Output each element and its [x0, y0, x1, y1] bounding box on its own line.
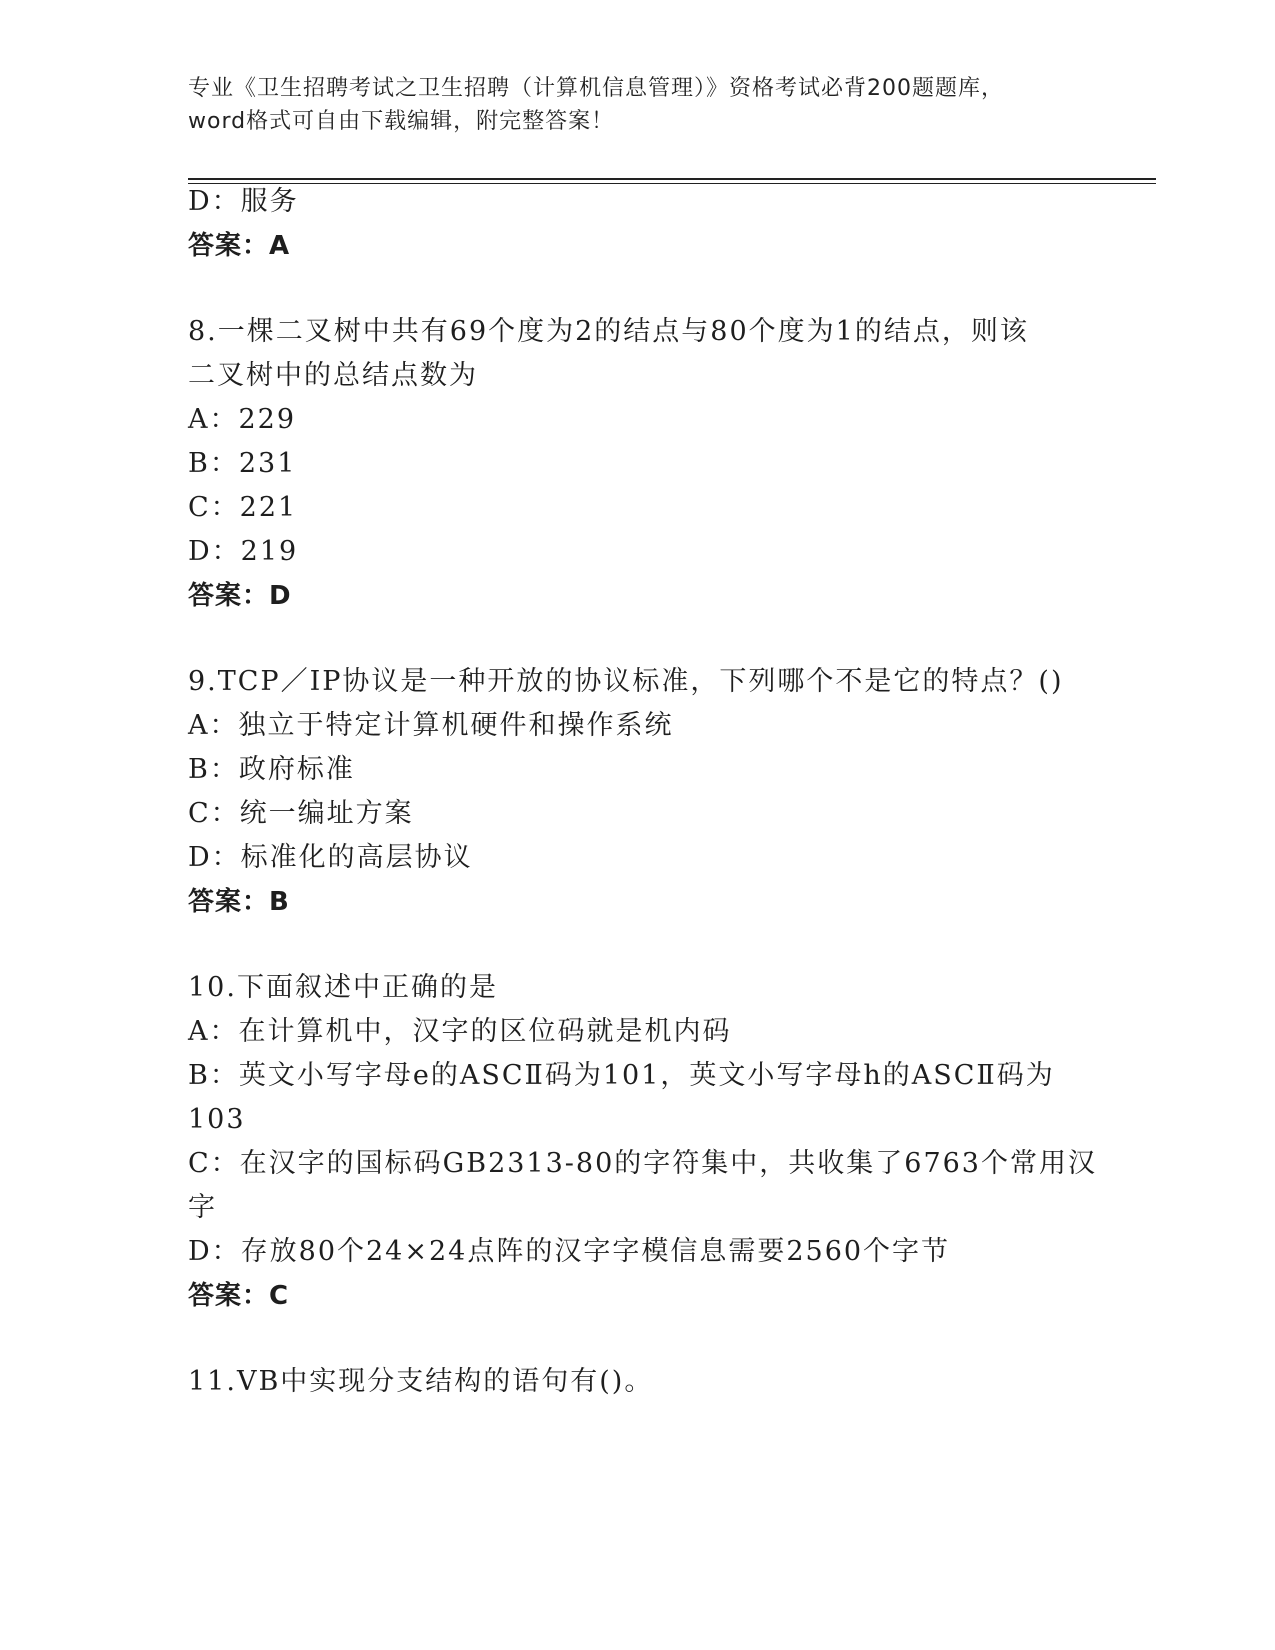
q10-option-c-line-2: 字 — [188, 1192, 217, 1223]
q8-option-a: A：229 — [188, 404, 297, 435]
q11-stem: 11.VB中实现分支结构的语句有()。 — [188, 1366, 654, 1397]
document-header — [188, 72, 1088, 138]
q10-option-c-line-1: C：在汉字的国标码GB2313-80的字符集中，共收集了6763个常用汉 — [188, 1148, 1097, 1179]
header-title-line-1: 专业《卫生招聘考试之卫生招聘（计算机信息管理）》资格考试必背200题题库， — [188, 76, 1004, 101]
q8-option-d: D：219 — [188, 536, 299, 567]
q9-option-b: B：政府标准 — [188, 754, 355, 785]
prev-option-d: D：服务 — [188, 186, 299, 217]
header-divider — [188, 178, 1156, 180]
q10-option-b-line-1: B：英文小写字母e的ASCⅡ码为101，英文小写字母h的ASCⅡ码为 — [188, 1060, 1055, 1091]
q9-answer: 答案：B — [188, 887, 290, 917]
header-divider-thin — [188, 183, 1156, 184]
q9-option-d: D：标准化的高层协议 — [188, 842, 473, 873]
q10-stem: 10.下面叙述中正确的是 — [188, 972, 498, 1003]
q9-stem: 9.TCP／IP协议是一种开放的协议标准，下列哪个不是它的特点？() — [188, 666, 1064, 697]
q8-stem-line-2: 二叉树中的总结点数为 — [188, 360, 478, 391]
prev-answer: 答案：A — [188, 231, 291, 261]
q8-option-c: C：221 — [188, 492, 298, 523]
header-title-line-2: word格式可自由下载编辑，附完整答案！ — [188, 109, 615, 134]
q10-answer: 答案：C — [188, 1281, 290, 1311]
q8-option-b: B：231 — [188, 448, 297, 479]
q8-stem-line-1: 8.一棵二叉树中共有69个度为2的结点与80个度为1的结点，则该 — [188, 316, 1029, 347]
q10-option-d: D：存放80个24×24点阵的汉字字模信息需要2560个字节 — [188, 1236, 951, 1267]
q9-option-a: A：独立于特定计算机硬件和操作系统 — [188, 710, 674, 741]
q8-answer: 答案：D — [188, 581, 292, 611]
q10-option-a: A：在计算机中，汉字的区位码就是机内码 — [188, 1016, 732, 1047]
q10-option-b-line-2: 103 — [188, 1104, 246, 1135]
q9-option-c: C：统一编址方案 — [188, 798, 414, 829]
